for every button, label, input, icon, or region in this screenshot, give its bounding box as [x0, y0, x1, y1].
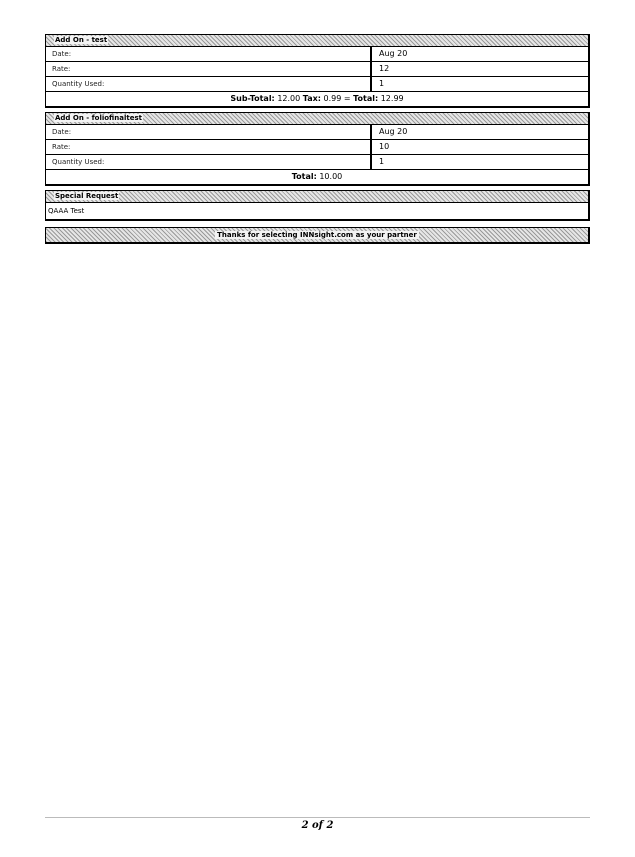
addon-title: Add On - foliofinaltest: [55, 114, 142, 122]
special-request-title: Special Request: [55, 192, 119, 200]
addon-row-rate: [46, 62, 588, 77]
addon-header: [46, 35, 588, 47]
addon-header: [46, 113, 588, 125]
addon-summary: [46, 170, 588, 184]
rate-label: Rate:: [46, 62, 372, 76]
total-label: Total:: [291, 172, 317, 181]
equals-sign: =: [343, 94, 351, 103]
thanks-text: Thanks for selecting INNsight.com as your partner: [217, 231, 417, 239]
tax-value: 0.99: [323, 94, 342, 103]
total-label: Total:: [353, 94, 379, 103]
addon-row-date: [46, 47, 588, 62]
quantity-value: 1: [379, 79, 385, 88]
footer-divider: [45, 817, 590, 818]
tax-label: Tax:: [302, 94, 321, 103]
special-request-section: [45, 190, 590, 221]
subtotal-label: Sub-Total:: [230, 94, 275, 103]
special-request-text: QAAA Test: [48, 207, 85, 215]
total-value: 10.00: [319, 172, 343, 181]
addon-title: Add On - test: [55, 36, 108, 44]
addon-row-quantity: [46, 77, 588, 92]
date-value: Aug 20: [379, 127, 408, 136]
total-value: 12.99: [380, 94, 404, 103]
quantity-value: 1: [379, 157, 385, 166]
quantity-label: Quantity Used:: [46, 155, 372, 169]
addon-summary: [46, 92, 588, 106]
special-request-header: [46, 191, 588, 203]
page-number: 2 of 2: [301, 820, 334, 831]
subtotal-value: 12.00: [277, 94, 301, 103]
rate-value: 10: [379, 142, 390, 151]
addon-section-test: [45, 34, 590, 108]
quantity-label: Quantity Used:: [46, 77, 372, 91]
addon-row-date: [46, 125, 588, 140]
rate-label: Rate:: [46, 140, 372, 154]
addon-section-foliofinaltest: [45, 112, 590, 186]
addon-row-quantity: [46, 155, 588, 170]
date-label: Date:: [46, 47, 372, 61]
thanks-banner: [45, 227, 590, 244]
date-value: Aug 20: [379, 49, 408, 58]
date-label: Date:: [46, 125, 372, 139]
addon-row-rate: [46, 140, 588, 155]
rate-value: 12: [379, 64, 390, 73]
